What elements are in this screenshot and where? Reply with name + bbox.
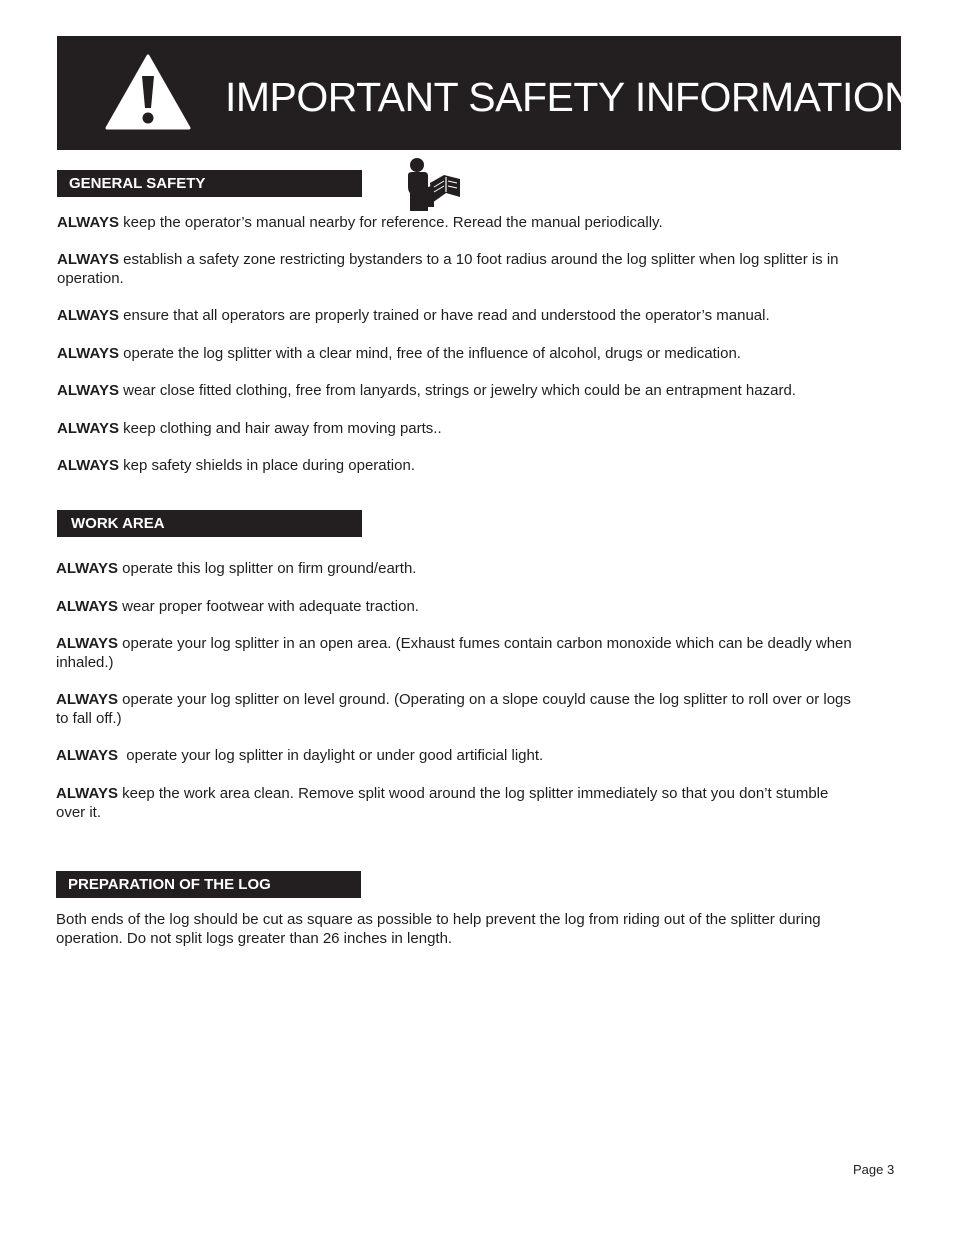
work-area-item: ALWAYS operate your log splitter in an open area. (Exhaust fumes contain carbon monoxide which can be deadly when inhaled.) — [56, 635, 852, 671]
work-area-item: ALWAYS keep the work area clean. Remove split wood around the log splitter immediately so that you don’t stumble over it. — [56, 785, 829, 821]
general-safety-item: ALWAYS wear close fitted clothing, free from lanyards, strings or jewelry which could be an entrapment hazard. — [57, 382, 796, 399]
page-number: Page 3 — [853, 1162, 895, 1177]
work-area-item: ALWAYS operate your log splitter on level ground. (Operating on a slope couyld cause the log splitter to roll over or logs to fall off.) — [56, 691, 851, 727]
header-banner — [57, 36, 914, 150]
page-title: IMPORTANT SAFETY INFORMATION — [225, 74, 914, 120]
preparation-text: Both ends of the log should be cut as square as possible to help prevent the log from riding out of the splitter during operation. Do not split logs greater than 26 inches in length. — [56, 911, 821, 947]
general-safety-item: ALWAYS operate the log splitter with a clear mind, free of the influence of alcohol, drugs or medication. — [57, 345, 741, 362]
section-heading-general-safety: GENERAL SAFETY — [57, 170, 362, 197]
section-heading-preparation: PREPARATION OF THE LOG — [56, 871, 361, 898]
general-safety-item: ALWAYS establish a safety zone restricting bystanders to a 10 foot radius around the log splitter when log splitter is in operation. — [57, 251, 839, 287]
work-area-item: ALWAYS operate your log splitter in daylight or under good artificial light. — [56, 747, 544, 764]
general-safety-item: ALWAYS keep the operator’s manual nearby for reference. Reread the manual periodically. — [57, 214, 663, 231]
work-area-item: ALWAYS operate this log splitter on firm ground/earth. — [56, 560, 417, 577]
general-safety-item: ALWAYS ensure that all operators are properly trained or have read and understood the operator’s manual. — [57, 307, 770, 324]
general-safety-item: ALWAYS keep clothing and hair away from moving parts.. — [57, 420, 442, 437]
work-area-item: ALWAYS wear proper footwear with adequate traction. — [56, 598, 419, 615]
read-manual-icon — [404, 157, 464, 211]
warning-triangle-icon — [105, 54, 191, 130]
section-heading-work-area: WORK AREA — [57, 510, 362, 537]
general-safety-item: ALWAYS kep safety shields in place during operation. — [57, 457, 415, 474]
